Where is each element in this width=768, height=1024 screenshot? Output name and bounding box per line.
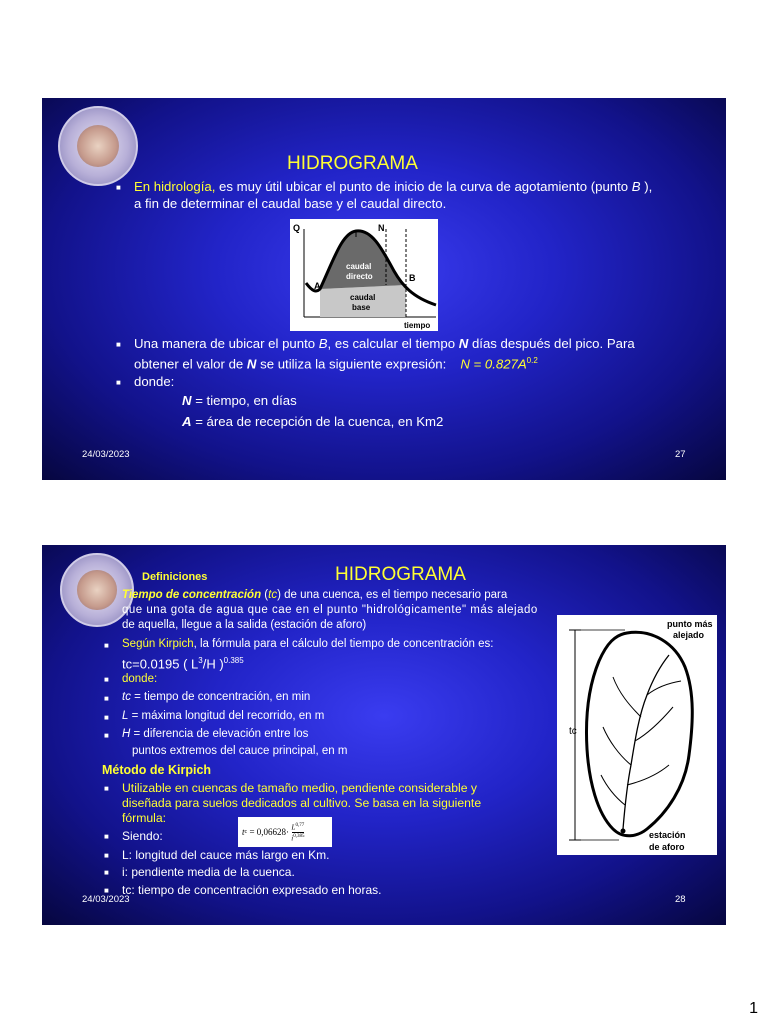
definition-a: A = área de recepción de la cuenca, en Km2 — [182, 414, 444, 429]
slide-date: 24/03/2023 — [82, 449, 130, 460]
siendo-tc: tc: tiempo de concentración expresado en horas. — [122, 883, 382, 897]
station-label-2: de aforo — [649, 842, 685, 852]
metodo-line-1: Utilizable en cuencas de tamaño medio, pendiente considerable y — [122, 781, 478, 795]
bullet-icon: ■ — [104, 886, 109, 895]
n-label: N — [378, 223, 385, 233]
metodo-heading: Método de Kirpich — [102, 763, 212, 777]
definition-line-1: Tiempo de concentración (tc) de una cuenca, es el tiempo necesario para — [122, 589, 508, 601]
slide-number: 27 — [675, 449, 686, 460]
bullet-icon: ■ — [116, 378, 121, 387]
tc-label: tc — [569, 726, 577, 737]
caudal-directo-label-2: directo — [346, 272, 373, 281]
caudal-base-label-1: caudal — [350, 293, 376, 302]
bullet-1-line-2: a fin de determinar el caudal base y el caudal directo. — [134, 196, 447, 211]
bullet-icon: ■ — [104, 713, 109, 722]
bullet-icon: ■ — [104, 784, 109, 793]
time-axis-label: tiempo — [404, 321, 431, 330]
slide-27 — [42, 98, 726, 480]
bullet-icon: ■ — [116, 183, 121, 192]
siendo-label: Siendo: — [122, 829, 163, 843]
basin-outline — [587, 632, 693, 835]
kirpich-line: Según Kirpich, la fórmula para el cálculo del tiempo de concentración es: — [122, 638, 494, 650]
slide-title: HIDROGRAMA — [335, 564, 466, 585]
far-point-label-2: alejado — [673, 630, 705, 640]
slide-28 — [42, 545, 726, 925]
bullet-2-line-1: Una manera de ubicar el punto B, es calcular el tiempo N días después del pico. Para — [134, 336, 635, 351]
document-page-number: 1 — [749, 1000, 758, 1017]
definition-tc: tc = tiempo de concentración, en min — [122, 691, 311, 703]
siendo-i: i: pendiente media de la cuenca. — [122, 865, 295, 879]
q-axis-label: Q — [293, 223, 301, 233]
station-label-1: estación — [649, 830, 686, 840]
point-a-label: A — [314, 281, 321, 291]
definition-line-3: de aquella, llegue a la salida (estación de aforo) — [122, 619, 367, 631]
hydrograph-chart — [290, 219, 438, 331]
definition-h-line-2: puntos extremos del cauce principal, en m — [132, 745, 348, 757]
slide-date: 24/03/2023 — [82, 894, 130, 905]
bullet-icon: ■ — [104, 832, 109, 841]
definition-line-2: que una gota de agua que cae en el punto "hidrológicamente" más alejado — [122, 604, 538, 616]
bullet-icon: ■ — [104, 641, 109, 650]
n-formula: N = 0.827A — [460, 356, 527, 372]
tc-formula: tc=0.0195 ( $L^3/H$ )$^{0.385}$ — [122, 656, 244, 672]
bullet-3: donde: — [134, 374, 175, 389]
slide-number: 28 — [675, 894, 686, 905]
far-point-label-1: punto más — [667, 619, 713, 629]
university-logo — [58, 106, 138, 186]
bullet-icon: ■ — [104, 731, 109, 740]
slide-title: HIDROGRAMA — [287, 153, 418, 174]
siendo-l: L: longitud del cauce más largo en Km. — [122, 848, 330, 862]
bullet-icon: ■ — [104, 694, 109, 703]
caudal-base-label-2: base — [352, 303, 371, 312]
kirpich-formula-image: t c = 0,06628· L$^{0,77}$ $i^{0,385}$ — [238, 817, 332, 847]
caudal-directo-label-1: caudal — [346, 262, 372, 271]
donde-label: donde: — [122, 673, 158, 685]
bullet-icon: ■ — [104, 675, 109, 684]
bullet-icon: ■ — [116, 340, 121, 349]
bullet-2-line-2: obtener el valor de N se utiliza la siguiente expresión: $N = 0.827A^{0.2}$ — [134, 356, 538, 372]
bullet-1-line-1: En hidrología, es muy útil ubicar el punto de inicio de la curva de agotamiento (punto B ), — [134, 179, 653, 194]
metodo-line-3: fórmula: — [122, 811, 167, 825]
metodo-line-2: diseñada para suelos dedicados al cultivo. Se basa en la siguiente — [122, 796, 482, 810]
point-b-label: B — [409, 273, 416, 283]
hydrograph-figure — [290, 219, 438, 331]
section-label: Definiciones — [142, 571, 208, 583]
bullet-icon: ■ — [104, 851, 109, 860]
definition-l: L = máxima longitud del recorrido, en m — [122, 710, 325, 722]
definition-n: N = tiempo, en días — [182, 393, 297, 408]
bullet-icon: ■ — [104, 868, 109, 877]
gauging-station-dot — [621, 829, 626, 834]
watershed-drawing — [557, 615, 717, 855]
definition-h: H = diferencia de elevación entre los — [122, 728, 309, 740]
main-channel — [623, 655, 669, 829]
watershed-figure — [557, 615, 717, 855]
